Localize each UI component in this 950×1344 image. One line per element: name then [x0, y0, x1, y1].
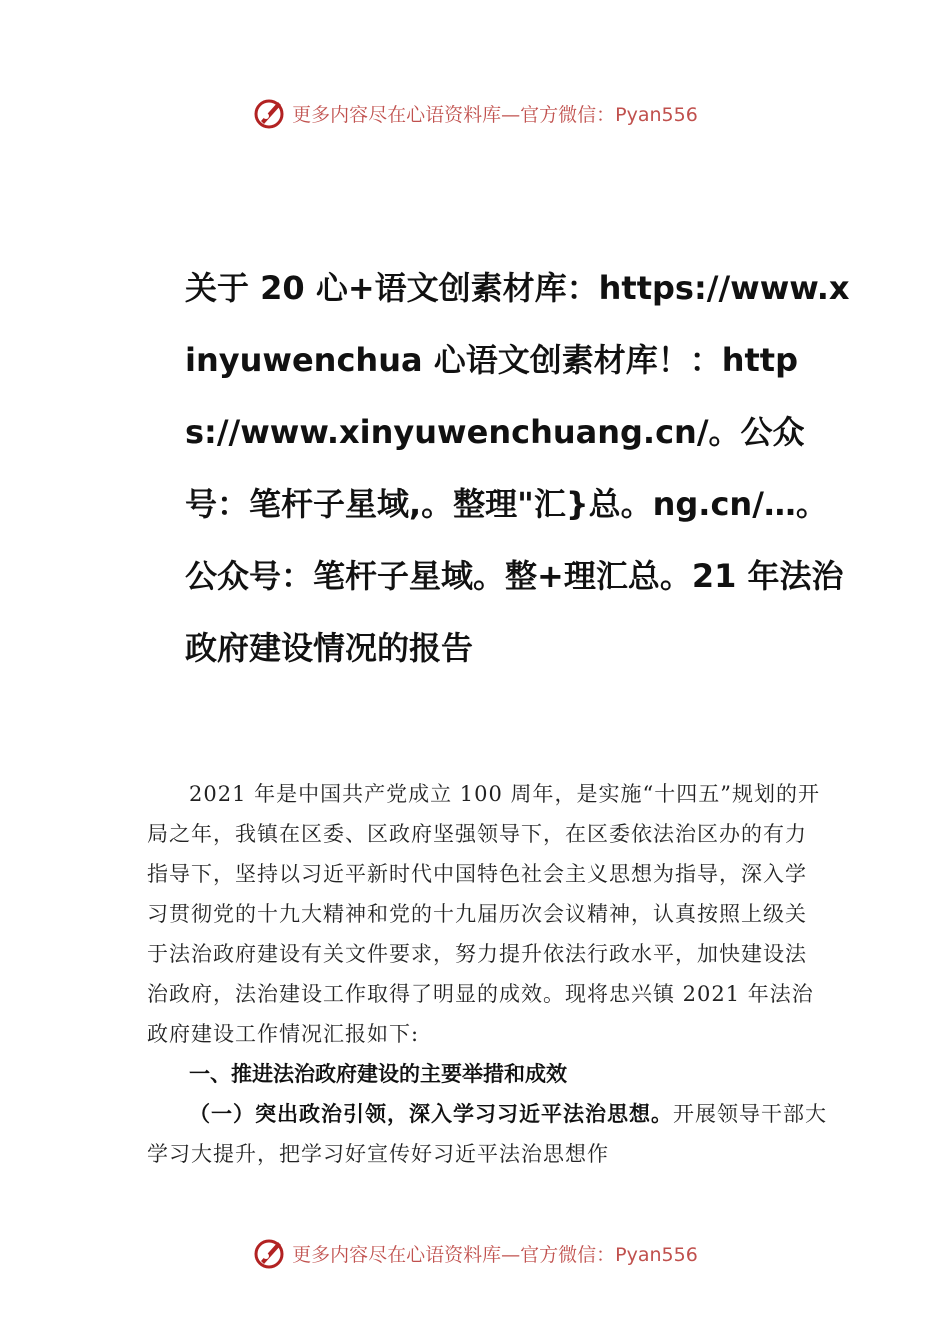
- section-heading: 一、推进法治政府建设的主要举措和成效: [189, 1062, 567, 1086]
- brush-logo-icon: [252, 96, 286, 130]
- subsection-text: 开展领导干部大学习大提升，把学习好宣传好习近平法治思想作: [147, 1102, 827, 1166]
- header-banner: [0, 96, 950, 130]
- intro-paragraph: 2021 年是中国共产党成立 100 周年，是实施“十四五”规划的开局之年，我镇在区委、区政府坚强领导下，在区委依法治区办的有力指导下，坚持以习近平新时代中国特色社会主义思想为指导，深入学习贯彻党的十九大精神和党的十九届历次会议精神，认真按照上级关于法治政府建设有关文件要求，努力提升依法行政水平，加快建设法治政府，法治建设工作取得了明显的成效。现将忠兴镇 2021 年法治政府建设工作情况汇报如下:: [147, 782, 821, 1046]
- brush-logo-icon: [252, 1236, 286, 1270]
- subsection-paragraph: [147, 1094, 827, 1174]
- document-body: [147, 774, 827, 1174]
- subsection-heading: （一）突出政治引领，深入学习习近平法治思想。: [189, 1101, 673, 1126]
- document-title: 关于 20 心+语文创素材库：https://www.xinyuwenchua 心语文创素材库！：https://www.xinyuwenchuang.cn/。公众号：笔杆子星域,。整理"汇}总。ng.cn/…。公众号：笔杆子星域。整+理汇总。21 年法治政府建设情况的报告: [185, 269, 850, 667]
- footer-banner: [0, 1236, 950, 1270]
- banner-text: 更多内容尽在心语资料库—官方微信：Pyan556: [292, 103, 698, 126]
- banner-text: 更多内容尽在心语资料库—官方微信：Pyan556: [292, 1243, 698, 1266]
